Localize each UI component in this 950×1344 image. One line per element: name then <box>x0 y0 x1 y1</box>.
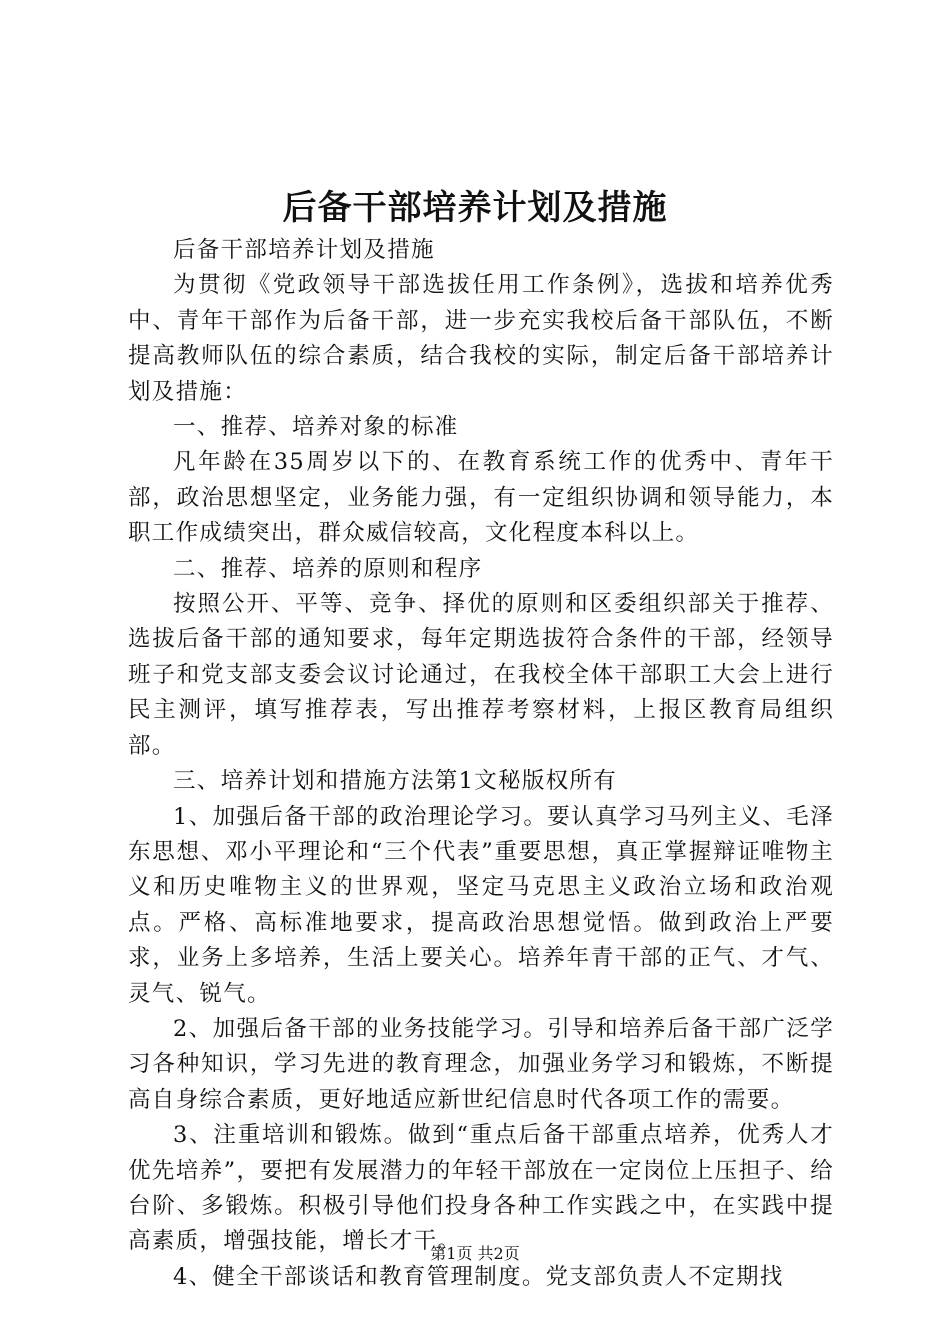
measure-4-paragraph: 4、健全干部谈话和教育管理制度。党支部负责人不定期找 <box>173 1263 784 1290</box>
section-1-paragraph: 凡年龄在35周岁以下的、在教育系统工作的优秀中、青年干部，政治思想坚定，业务能力强，有一定组织协调和领导能力，本职工作成绩突出，群众威信较高，文化程度本科以上。 <box>128 449 834 547</box>
measure-3-paragraph: 3、注重培训和锻炼。做到“重点后备干部重点培养，优秀人才优先培养”，要把有发展潜力的年轻干部放在一定岗位上压担子、给台阶、多锻炼。积极引导他们投身各种工作实践之中，在实践中提高素质，增强技能，增长才干。 <box>128 1122 834 1255</box>
subtitle-paragraph: 后备干部培养计划及措施 <box>173 237 435 263</box>
section-2-paragraph: 按照公开、平等、竞争、择优的原则和区委组织部关于推荐、选拔后备干部的通知要求，每年定期选拔符合条件的干部，经领导班子和党支部支委会议讨论通过，在我校全体干部职工大会上进行民主测评，填写推荐表，写出推荐考察材料，上报区教育局组织部。 <box>128 591 834 759</box>
document-body <box>128 233 834 1295</box>
section-heading-3: 三、培养计划和措施方法第1文秘版权所有 <box>173 768 618 795</box>
section-heading-1: 一、推荐、培养对象的标准 <box>173 414 459 441</box>
intro-paragraph: 为贯彻《党政领导干部选拔任用工作条例》，选拔和培养优秀中、青年干部作为后备干部，进一步充实我校后备干部队伍，不断提高教师队伍的综合素质，结合我校的实际，制定后备干部培养计划及措施： <box>128 272 834 405</box>
measure-1-paragraph: 1、加强后备干部的政治理论学习。要认真学习马列主义、毛泽东思想、邓小平理论和“三个代表”重要思想，真正掌握辩证唯物主义和历史唯物主义的世界观，坚定马克思主义政治立场和政治观点。严格、高标准地要求，提高政治思想觉悟。做到政治上严要求，业务上多培养，生活上要关心。培养年青干部的正气、才气、灵气、锐气。 <box>128 803 834 1007</box>
document-title: 后备干部培养计划及措施 <box>282 188 668 228</box>
measure-2-paragraph: 2、加强后备干部的业务技能学习。引导和培养后备干部广泛学习各种知识，学习先进的教育理念，加强业务学习和锻炼，不断提高自身综合素质，更好地适应新世纪信息时代各项工作的需要。 <box>128 1015 834 1113</box>
page-number: 第1页 共2页 <box>430 1244 520 1263</box>
section-heading-2: 二、推荐、培养的原则和程序 <box>173 555 483 582</box>
